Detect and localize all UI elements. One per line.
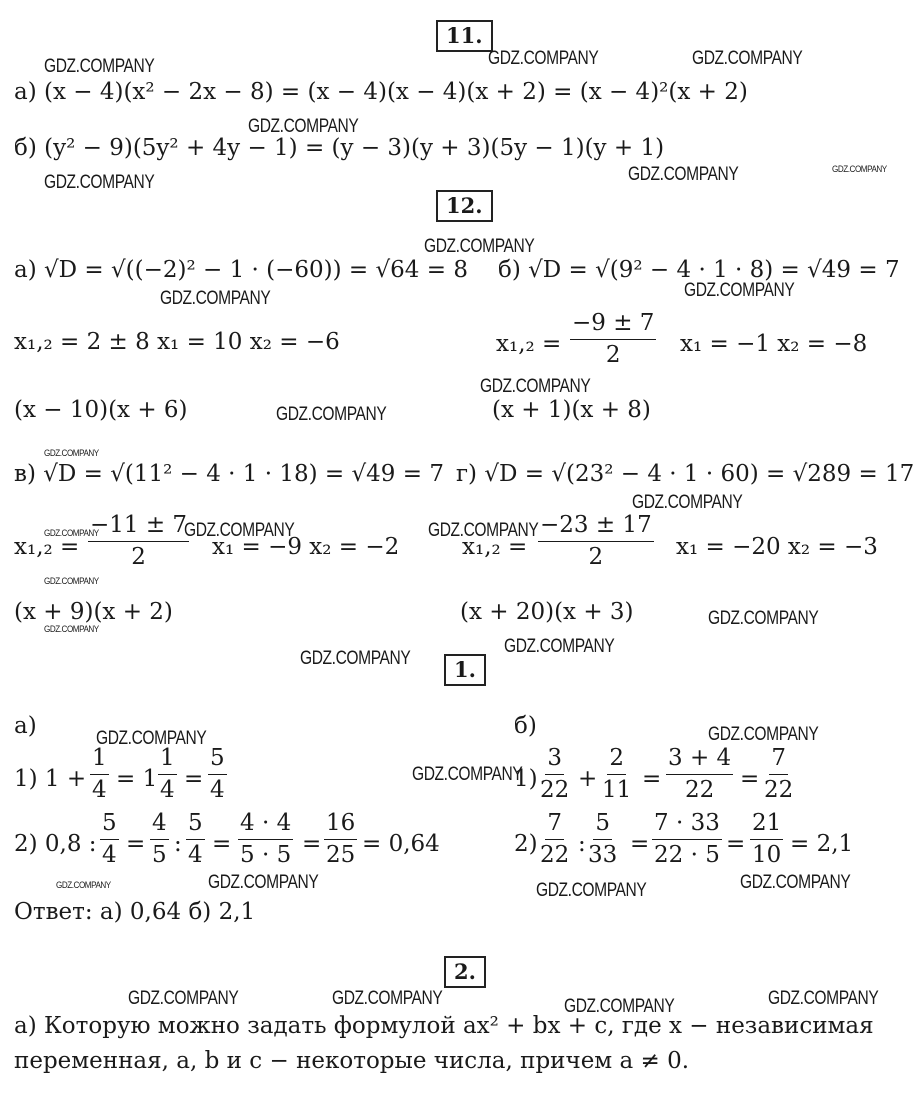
task-2-line-1: а) Которую можно задать формулой ax² + bx + c, где x − независимая <box>14 1013 874 1039</box>
fraction-numerator: −9 ± 7 <box>570 310 656 340</box>
fraction-denominator: 4 <box>102 842 117 868</box>
task-number-1: 1. <box>444 654 486 686</box>
task-12-g-roots-fraction <box>538 512 654 570</box>
task-1-b2-equals-2: = <box>726 831 746 857</box>
fraction-denominator: 4 <box>188 842 203 868</box>
watermark: GDZ.COMPANY <box>504 636 615 657</box>
task-1-b1-equals-1: = <box>642 766 662 792</box>
task-12-b-factored: (x + 1)(x + 8) <box>492 397 651 423</box>
task-1-b1-plus: + <box>578 766 598 792</box>
fraction-denominator: 22 · 5 <box>654 842 720 868</box>
watermark: GDZ.COMPANY <box>692 48 803 69</box>
task-1-a1-fraction-3 <box>208 745 227 803</box>
fraction-denominator: 22 <box>764 777 794 803</box>
watermark: GDZ.COMPANY <box>44 624 99 634</box>
fraction-numerator: 4 <box>150 810 169 840</box>
task-1-a1-equals: = <box>184 766 204 792</box>
task-1-b2-colon: : <box>578 831 586 857</box>
task-1-b2-fraction-3 <box>652 810 722 868</box>
watermark: GDZ.COMPANY <box>628 164 739 185</box>
watermark: GDZ.COMPANY <box>248 116 359 137</box>
watermark: GDZ.COMPANY <box>44 528 99 538</box>
watermark: GDZ.COMPANY <box>412 764 523 785</box>
watermark: GDZ.COMPANY <box>208 872 319 893</box>
fraction-denominator: 2 <box>605 342 621 368</box>
task-12-v-roots-values: x₁ = −9 x₂ = −2 <box>212 534 400 560</box>
task-12-v-discriminant: в) √D = √(11² − 4 · 1 · 18) = √49 = 7 <box>14 461 444 487</box>
task-1-b2-fraction-2 <box>588 810 617 868</box>
task-1-b1-fraction-2 <box>602 745 631 803</box>
fraction-numerator: 7 <box>769 745 788 775</box>
task-11-b: б) (y² − 9)(5y² + 4y − 1) = (y − 3)(y + 3)(5y − 1)(y + 1) <box>14 135 665 161</box>
task-1-a1-fraction-1 <box>90 745 109 803</box>
task-1-b1-fraction-3 <box>666 745 733 803</box>
task-1-b2-prefix: 2) <box>514 831 538 857</box>
task-number-11: 11. <box>436 20 493 52</box>
task-12-g-roots-values: x₁ = −20 x₂ = −3 <box>676 534 878 560</box>
task-1-answer: Ответ: а) 0,64 б) 2,1 <box>14 899 256 925</box>
watermark: GDZ.COMPANY <box>768 988 879 1009</box>
task-11-a: а) (x − 4)(x² − 2x − 8) = (x − 4)(x − 4)(x + 2) = (x − 4)²(x + 2) <box>14 79 748 105</box>
task-1-a2-equals-1: = <box>126 831 146 857</box>
watermark: GDZ.COMPANY <box>480 376 591 397</box>
task-12-a-discriminant: а) √D = √((−2)² − 1 · (−60)) = √64 = 8 <box>14 257 468 283</box>
fraction-numerator: −23 ± 17 <box>538 512 654 542</box>
fraction-numerator: 5 <box>100 810 119 840</box>
watermark: GDZ.COMPANY <box>44 576 99 586</box>
task-1-b2-equals-1: = <box>630 831 650 857</box>
task-12-b-roots-values: x₁ = −1 x₂ = −8 <box>680 331 868 357</box>
task-1-a2-fraction-4 <box>238 810 293 868</box>
fraction-numerator: 5 <box>186 810 205 840</box>
watermark: GDZ.COMPANY <box>332 988 443 1009</box>
task-2-line-2: переменная, a, b и c − некоторые числа, причем a ≠ 0. <box>14 1048 690 1074</box>
watermark: GDZ.COMPANY <box>276 404 387 425</box>
fraction-numerator: 7 <box>545 810 564 840</box>
fraction-numerator: 16 <box>324 810 357 840</box>
fraction-denominator: 33 <box>588 842 618 868</box>
watermark: GDZ.COMPANY <box>128 988 239 1009</box>
fraction-numerator: 3 + 4 <box>666 745 733 775</box>
task-1-a2-result: = 0,64 <box>362 831 440 857</box>
task-12-g-factored: (x + 20)(x + 3) <box>460 599 634 625</box>
fraction-denominator: 10 <box>752 842 782 868</box>
task-1-a2-colon: : <box>174 831 182 857</box>
fraction-denominator: 5 · 5 <box>240 842 292 868</box>
task-12-v-roots-prefix: x₁,₂ = <box>14 534 80 560</box>
task-12-g-discriminant: г) √D = √(23² − 4 · 1 · 60) = √289 = 17 <box>456 461 915 487</box>
task-1-b2-fraction-1 <box>540 810 569 868</box>
watermark: GDZ.COMPANY <box>708 724 819 745</box>
fraction-denominator: 5 <box>152 842 167 868</box>
watermark: GDZ.COMPANY <box>96 728 207 749</box>
watermark: GDZ.COMPANY <box>44 172 155 193</box>
task-1-a1-fraction-2 <box>158 745 177 803</box>
task-1-b1-fraction-4 <box>764 745 793 803</box>
watermark: GDZ.COMPANY <box>708 608 819 629</box>
task-1-b1-fraction-1 <box>540 745 569 803</box>
watermark: GDZ.COMPANY <box>44 448 99 458</box>
watermark: GDZ.COMPANY <box>564 996 675 1017</box>
task-12-v-factored: (x + 9)(x + 2) <box>14 599 173 625</box>
watermark: GDZ.COMPANY <box>44 56 155 77</box>
fraction-denominator: 2 <box>131 544 146 570</box>
watermark: GDZ.COMPANY <box>740 872 851 893</box>
task-1-a2-prefix: 2) 0,8 : <box>14 831 97 857</box>
watermark: GDZ.COMPANY <box>300 648 411 669</box>
task-1-b1-prefix: 1) <box>514 766 538 792</box>
task-1-a1-mixed-whole: = 1 <box>116 766 158 792</box>
watermark: GDZ.COMPANY <box>632 492 743 513</box>
task-12-a-factored: (x − 10)(x + 6) <box>14 397 188 423</box>
fraction-denominator: 22 <box>540 777 570 803</box>
task-1-b2-result: = 2,1 <box>790 831 854 857</box>
watermark: GDZ.COMPANY <box>160 288 271 309</box>
fraction-numerator: 3 <box>545 745 564 775</box>
task-12-b-roots-fraction <box>570 310 656 368</box>
task-1-a2-equals-2: = <box>212 831 232 857</box>
watermark: GDZ.COMPANY <box>832 164 887 174</box>
task-1-a2-fraction-5 <box>324 810 357 868</box>
fraction-denominator: 22 <box>684 777 715 803</box>
task-12-b-discriminant: б) √D = √(9² − 4 · 1 · 8) = √49 = 7 <box>498 257 900 283</box>
fraction-numerator: 2 <box>607 745 626 775</box>
fraction-numerator: −11 ± 7 <box>88 512 189 542</box>
watermark: GDZ.COMPANY <box>488 48 599 69</box>
fraction-denominator: 2 <box>588 544 604 570</box>
task-number-12: 12. <box>436 190 493 222</box>
fraction-numerator: 5 <box>593 810 612 840</box>
watermark: GDZ.COMPANY <box>184 520 295 541</box>
fraction-denominator: 11 <box>602 777 632 803</box>
fraction-numerator: 7 · 33 <box>652 810 722 840</box>
task-1-a2-equals-3: = <box>302 831 322 857</box>
fraction-denominator: 4 <box>160 777 175 803</box>
task-12-a-roots: x₁,₂ = 2 ± 8 x₁ = 10 x₂ = −6 <box>14 329 340 355</box>
task-number-2: 2. <box>444 956 486 988</box>
fraction-denominator: 4 <box>210 777 225 803</box>
task-1-b1-equals-2: = <box>740 766 760 792</box>
task-1-a-label: а) <box>14 713 37 739</box>
watermark: GDZ.COMPANY <box>684 280 795 301</box>
task-12-g-roots-prefix: x₁,₂ = <box>462 534 528 560</box>
fraction-denominator: 22 <box>540 842 570 868</box>
watermark: GDZ.COMPANY <box>428 520 539 541</box>
task-12-v-roots-fraction <box>88 512 189 570</box>
task-1-a1-prefix: 1) 1 + <box>14 766 87 792</box>
task-1-a2-fraction-2 <box>150 810 169 868</box>
watermark: GDZ.COMPANY <box>56 880 111 890</box>
task-1-b-label: б) <box>514 713 537 739</box>
fraction-numerator: 21 <box>750 810 783 840</box>
task-1-a2-fraction-3 <box>186 810 205 868</box>
fraction-numerator: 5 <box>208 745 227 775</box>
fraction-denominator: 4 <box>92 777 107 803</box>
fraction-numerator: 4 · 4 <box>238 810 293 840</box>
watermark: GDZ.COMPANY <box>424 236 535 257</box>
fraction-denominator: 25 <box>326 842 356 868</box>
watermark: GDZ.COMPANY <box>536 880 647 901</box>
fraction-numerator: 1 <box>158 745 177 775</box>
fraction-numerator: 1 <box>90 745 109 775</box>
task-12-b-roots-prefix: x₁,₂ = <box>496 331 562 357</box>
task-1-a2-fraction-1 <box>100 810 119 868</box>
task-1-b2-fraction-4 <box>750 810 783 868</box>
